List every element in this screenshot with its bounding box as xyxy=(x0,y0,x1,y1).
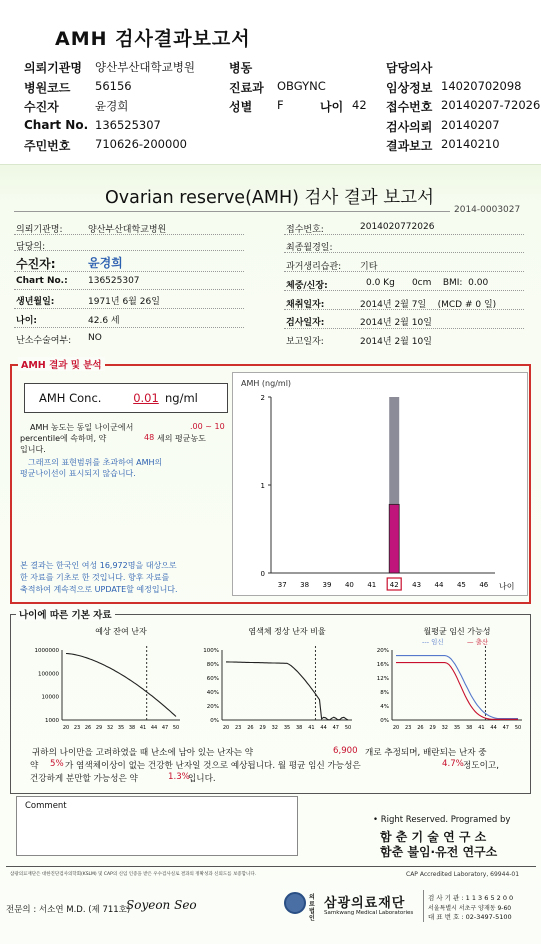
chart-title: 염색체 정상 난자 비율 xyxy=(248,627,326,636)
label: 검사의뢰 xyxy=(386,120,433,134)
label: 접수번호 xyxy=(386,100,433,114)
text: 본 결과는 한국인 여성 16,972명을 대상으로 xyxy=(20,561,177,570)
value: 0.0 Kg 0cm BMI: 0.00 xyxy=(366,278,489,288)
x-axis-label: 나이 xyxy=(499,582,515,591)
y-tick-label: 20% xyxy=(376,648,389,654)
x-tick-label: 44 xyxy=(490,725,497,731)
x-tick-label: 20 xyxy=(62,725,70,731)
org-logo-icon xyxy=(284,892,306,914)
text: 건강하게 분만할 가능성은 약 xyxy=(30,774,138,784)
value: 2014020772026 xyxy=(360,222,435,232)
label: 검사일자: xyxy=(286,318,325,328)
doc-number: 2014-0003027 xyxy=(454,205,521,215)
x-tick-label: 20 xyxy=(222,725,230,731)
text: 그래프의 표현범위를 초과하여 AMH의 xyxy=(28,458,163,467)
comment-box xyxy=(16,796,298,856)
pregnancy-rate: 4.7% xyxy=(442,759,464,769)
text: 약 xyxy=(30,761,39,771)
x-tick-label: 50 xyxy=(514,725,522,731)
birth-curve xyxy=(396,663,518,720)
value: 710626-200000 xyxy=(95,137,187,151)
x-tick-label: 45 xyxy=(456,581,466,589)
x-tick-label: 29 xyxy=(95,725,103,731)
lab-name-2: 함춘 불임·유전 연구소 xyxy=(380,845,498,859)
value: 2014년 2월 7일 (MCD # 0 일) xyxy=(360,300,497,310)
x-tick-label: 38 xyxy=(466,725,473,731)
text: 평균나이선이 표시되지 않습니다. xyxy=(20,469,136,478)
label: 임상정보 xyxy=(386,81,433,95)
x-tick-label: 40 xyxy=(344,581,354,589)
amh-conc-value: 0.01 xyxy=(133,391,159,405)
ratio-curve xyxy=(226,662,348,720)
x-tick-label: 44 xyxy=(150,725,158,731)
x-tick-label: 35 xyxy=(453,725,461,731)
value: 양산부산대학교병원 xyxy=(95,60,195,74)
row-rule xyxy=(14,327,244,328)
x-tick-label: 43 xyxy=(412,581,422,589)
chart-title: 예상 잔여 난자 xyxy=(95,627,147,636)
y-tick-label: 16% xyxy=(376,662,389,668)
y-tick-label: 0% xyxy=(380,718,389,724)
value: 42.6 세 xyxy=(88,316,120,326)
label: Chart No.: xyxy=(16,276,68,286)
label: 난소수술여부: xyxy=(16,336,72,346)
pregnancy-curve xyxy=(396,656,518,719)
org-code: 검 사 기 관 : 1 1 3 6 5 2 0 0 xyxy=(428,894,514,902)
x-tick-label: 38 xyxy=(296,725,303,731)
value: 2014년 2월 10일 xyxy=(360,318,432,328)
row-rule xyxy=(284,290,524,291)
label: 의뢰기관명 xyxy=(24,61,82,75)
x-tick-label: 32 xyxy=(441,725,448,731)
x-tick-label: 47 xyxy=(502,725,509,731)
x-tick-label: 47 xyxy=(161,725,169,731)
label: Chart No. xyxy=(24,118,89,132)
value: 136525307 xyxy=(88,276,140,286)
label: 수진자: xyxy=(16,257,56,271)
value: OBGYNC xyxy=(277,79,326,93)
page-title: AMH 검사결과보고서 xyxy=(55,28,251,50)
y-tick-label: 1 xyxy=(260,482,265,490)
amh-conc-label: AMH Conc. xyxy=(39,391,102,405)
amh-chart-marks xyxy=(261,394,515,591)
eggs-chart-svg xyxy=(20,622,188,740)
label: 보고일자: xyxy=(286,337,324,347)
text: 한 자료를 기초로 한 것입니다. 향후 자료를 xyxy=(20,573,170,582)
x-tick-label: 32 xyxy=(106,725,114,731)
label: 체중/신장: xyxy=(286,281,328,291)
row-rule xyxy=(14,289,244,290)
value: 20140207 xyxy=(441,118,500,132)
pregnancy-chart-marks xyxy=(377,626,522,731)
value: 1971년 6월 26일 xyxy=(88,297,160,307)
value: 윤경희 xyxy=(95,99,129,113)
y-tick-label: 1000 xyxy=(45,718,59,724)
report-title: Ovarian reserve(AMH) 검사 결과 보고서 xyxy=(105,188,434,208)
text: 귀하의 나이만을 고려하였을 때 난소에 남아 있는 난자는 약 xyxy=(32,748,254,758)
label: 병원코드 xyxy=(24,81,71,95)
normal-ratio: 5% xyxy=(50,759,64,769)
y-tick-label: 0 xyxy=(260,570,265,578)
label: 채취일자: xyxy=(286,300,325,310)
value: 기타 xyxy=(360,262,378,272)
org-name: 삼광의료재단 xyxy=(324,896,406,911)
label: 접수번호: xyxy=(286,225,324,235)
eggs-curve xyxy=(66,654,176,717)
signature: Soyeon Seo xyxy=(126,898,197,912)
eggs-chart-marks xyxy=(35,626,181,731)
x-tick-label: 41 xyxy=(139,725,147,731)
label: 성별 xyxy=(229,100,253,114)
value: 20140207-72026 xyxy=(441,98,541,112)
x-tick-label: 41 xyxy=(308,725,315,731)
eggs-remaining-chart xyxy=(20,622,188,740)
comment-label: Comment xyxy=(25,801,67,811)
value: 2014년 2월 10일 xyxy=(360,337,432,347)
label: 진료과 xyxy=(229,81,264,95)
value: 136525307 xyxy=(95,118,161,132)
y-tick-label: 60% xyxy=(206,676,219,682)
amh-conc-box xyxy=(24,383,228,413)
legend-birth: — 출산 xyxy=(467,638,489,646)
y-axis-label: AMH (ng/ml) xyxy=(241,379,292,388)
x-tick-label: 20 xyxy=(392,725,400,731)
y-tick-label: 2 xyxy=(260,394,265,402)
text: 48 xyxy=(144,433,155,442)
org-divider xyxy=(423,890,424,922)
text: percentile에 속하며, 약 xyxy=(20,434,107,443)
lab-name-1: 함 춘 기 술 연 구 소 xyxy=(380,830,487,844)
x-tick-label: 26 xyxy=(247,725,254,731)
pregnancy-chance-chart xyxy=(362,622,530,740)
row-rule xyxy=(284,271,524,272)
normal-egg-ratio-chart xyxy=(192,622,360,740)
label: 결과보고 xyxy=(386,139,433,153)
x-tick-label: 46 xyxy=(479,581,489,589)
label: 주민번호 xyxy=(24,139,71,153)
x-tick-label: 44 xyxy=(320,725,327,731)
text: 축적하여 계속적으로 UPDATE할 예정입니다. xyxy=(20,585,178,594)
x-tick-label: 29 xyxy=(259,725,266,731)
text: 정도이고, xyxy=(463,761,499,771)
age-section-title: 나이에 따른 기본 자료 xyxy=(16,607,115,621)
x-tick-label: 37 xyxy=(277,581,287,589)
x-tick-label: 35 xyxy=(117,725,125,731)
rights-text: • Right Reserved. Programed by xyxy=(373,815,511,825)
amh-bar xyxy=(389,504,399,573)
y-tick-label: 8% xyxy=(380,690,389,696)
x-tick-label: 38 xyxy=(300,581,310,589)
label: 생년월일: xyxy=(16,297,55,307)
y-tick-label: 4% xyxy=(380,704,389,710)
y-tick-label: 0% xyxy=(210,718,219,724)
org-tel: 대 표 번 호 : 02-3497-5100 xyxy=(428,913,512,921)
age-value: 42 xyxy=(352,98,367,112)
text: .00 ~ 10 xyxy=(190,422,225,431)
row-rule xyxy=(284,328,524,329)
x-tick-label: 23 xyxy=(73,725,81,731)
y-tick-label: 10000 xyxy=(41,694,59,701)
doctor-name: 전문의 : 서소연 M.D. (제 711호) xyxy=(6,905,131,915)
value: F xyxy=(277,98,284,112)
y-tick-label: 12% xyxy=(376,676,389,682)
ratio-chart-svg xyxy=(192,622,360,740)
legend-pregnancy: --- 임신 xyxy=(422,638,444,646)
label: 담당의: xyxy=(16,242,46,252)
x-tick-label: 32 xyxy=(271,725,278,731)
value: 14020702098 xyxy=(441,79,522,93)
row-rule xyxy=(14,308,244,309)
age-label: 나이 xyxy=(320,100,344,114)
value: NO xyxy=(88,333,102,343)
x-tick-label: 26 xyxy=(417,725,424,731)
label: 병동 xyxy=(229,61,253,75)
x-tick-label: 50 xyxy=(344,725,352,731)
x-tick-label: 35 xyxy=(283,725,291,731)
y-tick-label: 20% xyxy=(206,704,219,710)
org-prefix: 의료법인 xyxy=(309,894,315,922)
label: 과거생리습관: xyxy=(286,262,342,272)
y-tick-label: 100% xyxy=(203,648,219,654)
row-rule xyxy=(14,271,244,272)
label: 나이: xyxy=(16,316,37,326)
x-tick-label: 47 xyxy=(332,725,339,731)
birth-rate: 1.3% xyxy=(168,772,190,782)
value: 양산부산대학교병원 xyxy=(88,225,167,235)
row-rule xyxy=(14,234,244,235)
y-tick-label: 80% xyxy=(206,662,219,668)
label: 의뢰기관명: xyxy=(16,225,63,235)
amh-bar-chart xyxy=(232,372,528,596)
text: AMH 농도는 동일 나이군에서 xyxy=(30,423,134,432)
pregnancy-chart-svg xyxy=(362,622,530,740)
text: 가 염색체이상이 없는 건강한 난자일 것으로 예상됩니다. 월 평균 임신 가능성은 xyxy=(65,761,361,771)
y-tick-label: 100000 xyxy=(38,671,59,678)
y-tick-label: 40% xyxy=(206,690,219,696)
x-tick-label: 44 xyxy=(434,581,444,589)
amh-conc-unit: ng/ml xyxy=(165,391,198,405)
ratio-chart-marks xyxy=(203,626,352,731)
x-tick-label: 23 xyxy=(235,725,242,731)
y-tick-label: 1000000 xyxy=(34,648,59,654)
value: 20140210 xyxy=(441,137,500,151)
cap-text: CAP Accredited Laboratory, 69944-01 xyxy=(406,871,520,878)
org-address: 서울특별시 서초구 양재동 9-60 xyxy=(428,905,512,912)
title-rule xyxy=(14,211,450,212)
x-tick-label: 41 xyxy=(367,581,377,589)
eggs-count: 6,900 xyxy=(333,746,358,756)
x-tick-label: 42 xyxy=(389,581,399,589)
value: 윤경희 xyxy=(88,256,123,270)
org-english: Samkwang Medical Laboratories xyxy=(324,910,414,916)
amh-chart-svg xyxy=(233,373,529,597)
amh-section-title: AMH 결과 및 분석 xyxy=(18,357,105,371)
label: 최종월경일: xyxy=(286,243,333,253)
label: 수진자 xyxy=(24,100,59,114)
x-tick-label: 39 xyxy=(322,581,332,589)
chart-title: 월평균 임신 가능성 xyxy=(423,627,491,636)
row-rule xyxy=(284,234,524,235)
accreditation-text: 삼광의료재단은 대한진단검사의학회(KSLM) 및 CAP의 신임 인증을 받은 우수검사실로 결과의 정확성과 신뢰도를 보증합니다. xyxy=(10,872,257,877)
text: 세의 평균농도 xyxy=(157,434,206,443)
x-tick-label: 29 xyxy=(429,725,436,731)
label: 담당의사 xyxy=(386,61,433,75)
footer-rule xyxy=(6,866,536,867)
text: 입니다. xyxy=(188,774,216,784)
text: 개로 추정되며, 배란되는 난자 중 xyxy=(365,748,487,758)
row-rule xyxy=(284,252,524,253)
text: 입니다. xyxy=(20,445,46,454)
x-tick-label: 23 xyxy=(405,725,412,731)
x-tick-label: 38 xyxy=(128,725,136,731)
row-rule xyxy=(14,250,244,251)
value: 56156 xyxy=(95,79,132,93)
row-rule xyxy=(284,309,524,310)
x-tick-label: 41 xyxy=(478,725,485,731)
x-tick-label: 26 xyxy=(84,725,92,731)
x-tick-label: 50 xyxy=(172,725,180,731)
